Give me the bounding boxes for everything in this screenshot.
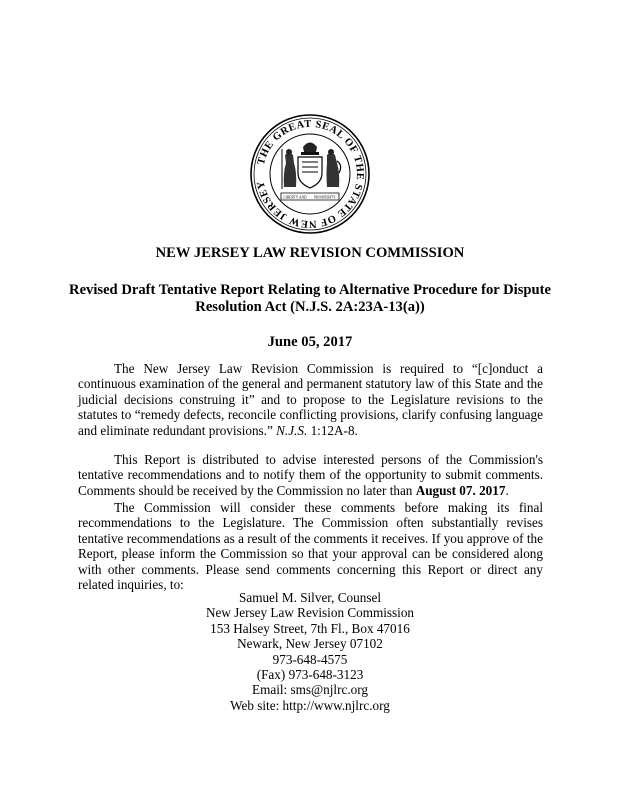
seal-banner-left: LIBERTY AND [283, 195, 307, 200]
comment-deadline: August 07. 2017 [415, 482, 506, 498]
contact-street: 153 Halsey Street, 7th Fl., Box 47016 [210, 620, 410, 636]
report-title [60, 282, 560, 316]
contact-city: Newark, New Jersey 07102 [237, 636, 383, 652]
contact-website[interactable]: Web site: http://www.njlrc.org [230, 697, 390, 713]
report-date: June 05, 2017 [267, 334, 353, 350]
contact-block [150, 590, 470, 713]
statute-cite-number: 1:12A-8. [310, 422, 358, 438]
commission-heading: NEW JERSEY LAW REVISION COMMISSION [155, 245, 465, 261]
contact-phone: 973-648-4575 [272, 651, 348, 667]
contact-name: Samuel M. Silver, Counsel [239, 590, 381, 605]
report-title-line-2: Resolution Act (N.J.S. 2A:23A-13(a)) [195, 299, 425, 315]
report-title-line-1: Revised Draft Tentative Report Relating to Alternative Procedure for Dispute [69, 282, 551, 298]
paragraph-consideration [78, 500, 543, 592]
contact-organization: New Jersey Law Revision Commission [205, 605, 415, 621]
seal-ring-text: THE GREAT SEAL OF THE STATE OF NEW JERSEY [255, 118, 366, 230]
paragraph-distribution: This Report is distributed to advise interested persons of the Commission's tentative recommendations and to notify them of the opportunity to submit comments. Comments should be received by the Commission no later than August 07. 2017. [78, 452, 543, 498]
paragraph-mandate [78, 361, 543, 438]
contact-email[interactable]: Email: sms@njlrc.org [252, 682, 368, 698]
statute-cite-italic: N.J.S. [276, 422, 308, 438]
paragraph-mandate-text: The New Jersey Law Revision Commission is required to “[c]onduct a continuous examination of the general and permanent statutory law of this State and the judicial decisions construing it” and to propose to the Legislature revisions to the statutes to “remedy defects, reconcile conflicting provisions, clarify confusing language and eliminate redundant provisions.” [78, 361, 543, 438]
seal-banner-right: PROSPERITY [314, 195, 336, 200]
paragraph-distribution-text: This Report is distributed to advise interested persons of the Commission's tentative recommendations and to notify them of the opportunity to submit comments. Comments should be received by the Commission no later than [78, 452, 543, 498]
paragraph-consideration-text: The Commission will consider these comments before making its final recommendations to the Legislature. The Commission often substantially revises tentative recommendations as a result of the comments it receives. If you approve of the Report, please inform the Commission so that your approval can be considered along with other comments. Please send comments concerning this Report or direct any related inquiries, to: [78, 500, 543, 593]
great-seal-of-new-jersey [249, 113, 371, 235]
contact-fax: (Fax) 973-648-3123 [256, 666, 364, 682]
